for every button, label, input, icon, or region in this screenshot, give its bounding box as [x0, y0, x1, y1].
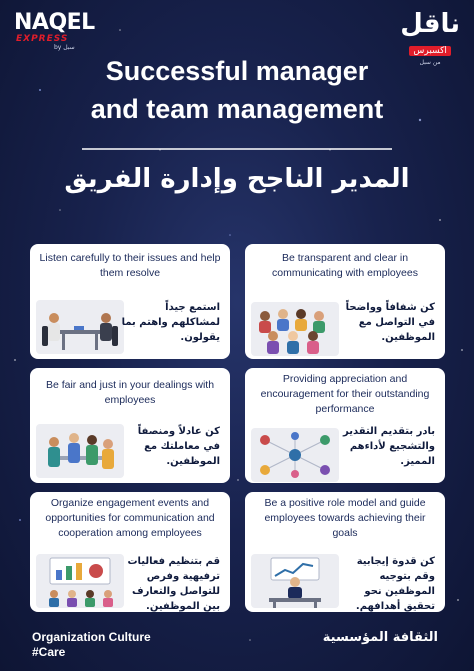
tip-text-english: Providing appreciation and encouragement for their outstanding performance [260, 373, 430, 415]
page-title-arabic: المدير الناجح وإدارة الفريق [64, 164, 410, 194]
tip-card-appreciation [245, 368, 445, 483]
tip-card-role-model [245, 492, 445, 612]
logo-express-text: EXPRESS [16, 34, 69, 44]
tip-text-english: Organize engagement events and opportunities for communication and cooperation among employees [45, 497, 215, 539]
tip-text-arabic: استمع جيداً لمشاكلهم واهتم بما يقولون. [121, 302, 220, 343]
footer-arabic-culture: الثقافة المؤسسية [322, 630, 438, 645]
tip-text-english: Be a positive role model and guide employees towards achieving their goals [264, 497, 426, 539]
team-discussion-illustration [36, 424, 124, 478]
tip-text-english: Be transparent and clear in communicating with employees [272, 252, 418, 279]
tip-card-fair [30, 368, 230, 483]
meeting-illustration [36, 300, 124, 354]
network-people-illustration [251, 428, 339, 482]
tip-text-arabic: كن قدوة إيجابية وقم بتوجيه الموظفين نحو تحقيق أهدافهم. [355, 556, 435, 612]
tip-card-transparent [245, 244, 445, 359]
manager-desk-illustration [251, 554, 339, 608]
tip-text-arabic: بادر بتقديم التقدير والتشجيع لأداءهم المميز. [343, 426, 435, 467]
logo-arabic-express-text: اكسبرس [409, 46, 450, 56]
logo-arabic-by-text: من سبل [419, 59, 441, 66]
team-group-illustration [251, 302, 339, 356]
presentation-illustration [36, 554, 124, 608]
footer-line-1: Organization Culture [32, 630, 151, 644]
logo-arabic-brand-text: ناقل [400, 9, 460, 39]
page-title-english [0, 52, 474, 128]
tip-text-arabic: قم بتنظيم فعاليات ترفيهية وفرص للتواصل والتعارف بين الموظفين. [127, 556, 220, 612]
tip-text-english: Be fair and just in your dealings with employees [45, 379, 215, 406]
tip-text-arabic: كن عادلاً ومنصفاً في معاملتك مع الموظفين. [137, 426, 220, 467]
tip-card-listen [30, 244, 230, 359]
tip-text-english: Listen carefully to their issues and help them resolve [39, 252, 221, 279]
logo-brand-text: NAQEL [14, 10, 95, 35]
title-line-1: Successful manager [105, 56, 369, 86]
tip-text-arabic: كن شفافاً وواضحاً في التواصل مع الموظفين. [345, 302, 435, 343]
title-divider [82, 146, 392, 152]
tip-card-engagement [30, 492, 230, 612]
footer-hashtag: #Care [32, 645, 66, 659]
footer-organization-culture [32, 630, 151, 660]
title-line-2: and team management [90, 94, 384, 124]
logo-by-text: by سبل [54, 44, 75, 51]
naqel-express-logo [14, 12, 95, 51]
